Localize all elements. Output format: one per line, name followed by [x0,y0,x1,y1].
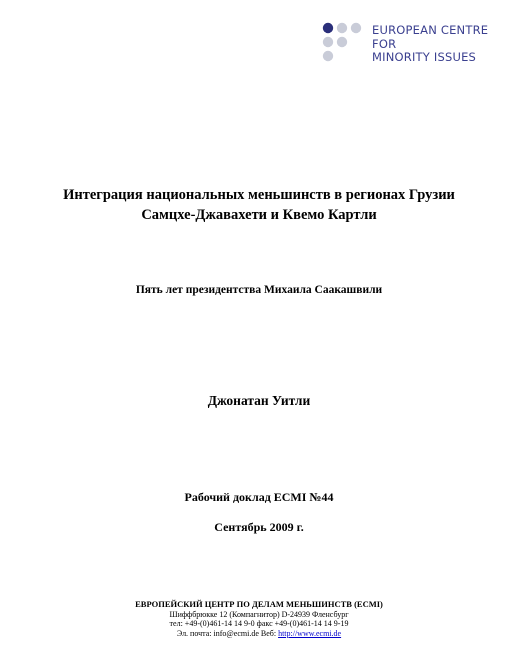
footer-phone: тел: +49-(0)461-14 14 9-0 факс +49-(0)461-14 14 9-19 [169,619,349,628]
title-line-2: Самцхе-Джавахети и Квемо Картли [141,207,377,223]
footer-address: Шиффбрюкке 12 (Компагнитор) D-24939 Фленсбург [169,609,349,619]
ecmi-logo [322,22,502,68]
footer-email: Эл. почта: info@ecmi.de Веб: [176,628,279,638]
author-name: Джонатан Уитли [207,393,311,408]
logo-line-2: FOR [372,36,397,51]
website-link[interactable]: http://www.ecmi.de [278,628,342,638]
footer-contact [0,629,518,639]
logo-text [372,24,488,65]
title-line-1: Интеграция национальных меньшинств в регионах Грузии [63,187,455,203]
publication-date: Сентябрь 2009 г. [214,520,304,534]
report-number: Рабочий доклад ECMI №44 [184,490,334,504]
footer-org: ЕВРОПЕЙСКИЙ ЦЕНТР ПО ДЕЛАМ МЕНЬШИНСТВ (ECMI) [135,599,383,609]
document-subtitle: Пять лет президентства Михаила Саакашвили [135,284,383,296]
logo-dots-icon [322,22,366,66]
logo-line-1: EUROPEAN CENTRE [372,23,489,37]
logo-line-3: MINORITY ISSUES [372,50,477,64]
document-title [0,185,518,225]
footer [0,600,518,638]
